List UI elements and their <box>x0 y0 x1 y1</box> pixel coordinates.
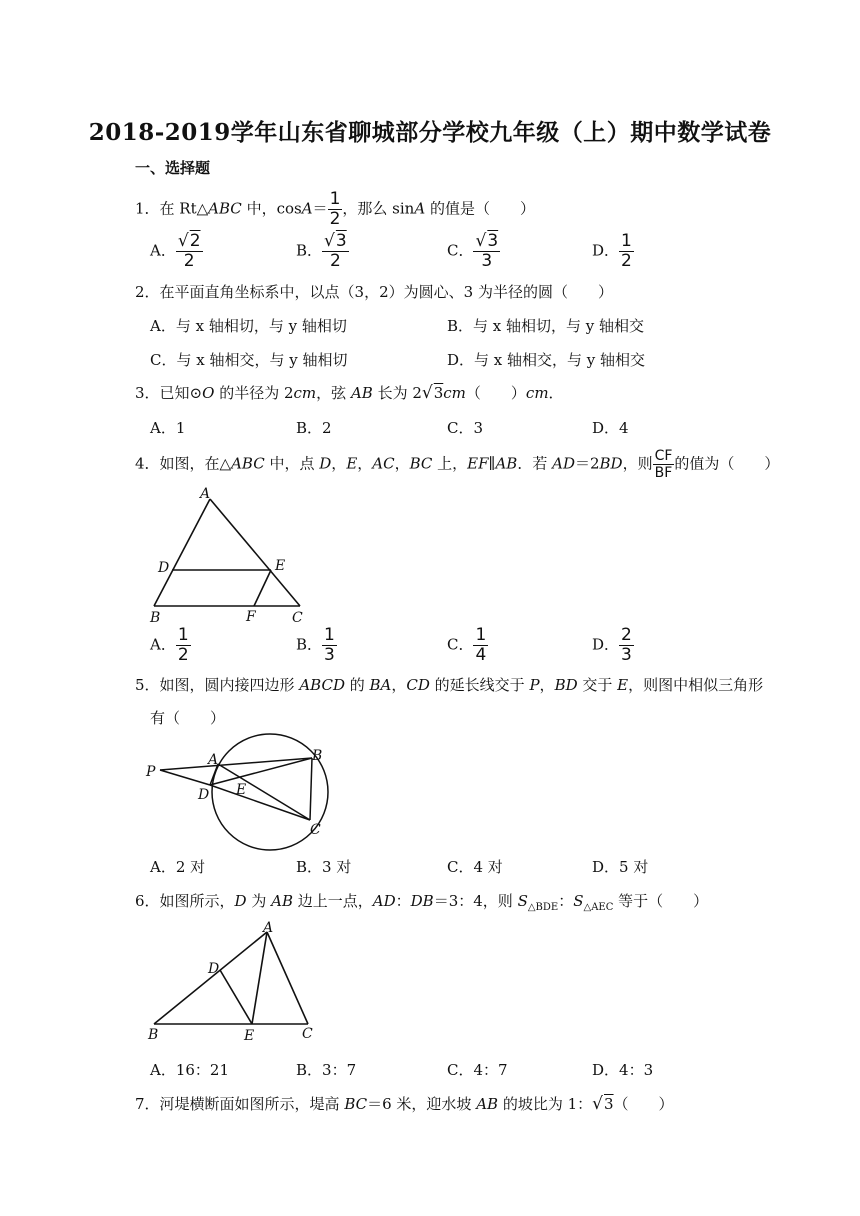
page-title: 2018-2019学年山东省聊城部分学校九年级（上）期中数学试卷 <box>88 119 772 146</box>
fraction: $\frac{1}{3}$ <box>324 625 335 665</box>
q1-option-a: A． $\frac{√2}{2}$ <box>150 231 201 271</box>
q3-option-d: D．4 <box>592 419 629 437</box>
q5-option-d: D．5 对 <box>592 858 649 876</box>
label-a: A <box>200 486 211 502</box>
label-c: C <box>292 610 303 626</box>
question-7-stem: 7．河堤横断面如图所示，堤高 BC＝6 米，迎水坡 AB 的坡比为 1：√3（ ） <box>135 1094 674 1114</box>
q3-option-a: A．1 <box>150 419 186 437</box>
q6-option-d: D．4：3 <box>592 1061 654 1079</box>
q2-option-a: A．与 x 轴相切，与 y 轴相切 <box>150 317 347 335</box>
question-4-stem: 4．如图，在△ABC 中，点 D，E，AC，BC 上，EF∥AB．若 AD＝2BD，则 $\frac{CF}{BF}$ 的值为（ ） <box>135 448 780 481</box>
q4-option-c: C． $\frac{1}{4}$ <box>447 625 487 665</box>
q5-circle-figure <box>140 732 340 862</box>
question-2-stem: 2．在平面直角坐标系中，以点（3，2）为圆心、3 为半径的圆（ ） <box>135 283 613 301</box>
q3-option-c: C．3 <box>447 419 484 437</box>
segment-ef <box>254 570 271 606</box>
question-6-stem: 6．如图所示，D 为 AB 边上一点，AD：DB＝3：4，则 $S_{\triangle BDE}$：$S_{\triangle AEC}$ 等于（ ） <box>135 892 709 913</box>
segment-ae <box>252 932 267 1024</box>
label-d: D <box>158 560 170 576</box>
segment-ab <box>154 499 210 606</box>
segment-ac <box>210 499 300 606</box>
segment-ab <box>154 932 267 1024</box>
fraction: $\frac{CF}{BF}$ <box>654 448 673 481</box>
q1-option-b: B． $\frac{√3}{2}$ <box>296 231 347 271</box>
label-a: A <box>263 920 274 936</box>
segment-pd <box>160 770 210 785</box>
label-f: F <box>246 609 256 625</box>
sqrt-fraction: $\frac{√3}{2}$ <box>324 231 347 271</box>
sqrt-fraction: $\frac{√2}{2}$ <box>177 231 201 271</box>
segment-bc <box>310 758 312 820</box>
q6-option-a: A．16：21 <box>150 1061 230 1079</box>
q2-option-b: B．与 x 轴相切，与 y 轴相交 <box>447 317 645 335</box>
q4-option-a: A． $\frac{1}{2}$ <box>150 625 189 665</box>
q2-option-c: C．与 x 轴相交，与 y 轴相切 <box>150 351 348 369</box>
label-b: B <box>312 748 323 764</box>
label-e: E <box>275 558 286 574</box>
label-p: P <box>146 764 156 780</box>
sqrt-fraction: $\frac{√3}{3}$ <box>475 231 499 271</box>
q6-option-c: C．4：7 <box>447 1061 508 1079</box>
q6-triangle-figure <box>140 918 330 1050</box>
q4-option-d: D． $\frac{2}{3}$ <box>592 625 632 665</box>
question-5-stem: 5．如图，圆内接四边形 ABCD 的 BA，CD 的延长线交于 P，BD 交于 E，则图中相似三角形 <box>135 676 764 694</box>
label-d: D <box>208 961 220 977</box>
q3-option-b: B．2 <box>296 419 332 437</box>
label-e: E <box>244 1028 255 1044</box>
label-b: B <box>150 610 161 626</box>
q4-triangle-figure <box>140 484 330 626</box>
question-3-stem: 3．已知⊙O 的半径为 2cm，弦 AB 长为 2√3cm（ ）cm． <box>135 383 564 403</box>
q1-option-c: C． $\frac{√3}{3}$ <box>447 231 499 271</box>
fraction: $\frac{1}{2}$ <box>621 231 632 271</box>
label-c: C <box>310 822 321 838</box>
q5-option-b: B．3 对 <box>296 858 352 876</box>
label-d: D <box>198 787 210 803</box>
segment-de <box>220 970 252 1024</box>
section-heading: 一、选择题 <box>135 159 211 177</box>
q6-option-b: B．3：7 <box>296 1061 357 1079</box>
question-5-stem-cont: 有（ ） <box>150 709 226 727</box>
label-a: A <box>208 752 219 768</box>
label-b: B <box>148 1027 159 1043</box>
q5-option-a: A．2 对 <box>150 858 206 876</box>
segment-ac <box>267 932 308 1024</box>
q2-option-d: D．与 x 轴相交，与 y 轴相交 <box>447 351 646 369</box>
fraction: $\frac{2}{3}$ <box>621 625 632 665</box>
question-1-stem: 1．在 Rt△ABC 中，cosA＝ $\frac{1}{2}$ ，那么 sinA 的值是（ ） <box>135 189 535 229</box>
label-e: E <box>236 782 247 798</box>
fraction: $\frac{1}{2}$ <box>177 625 189 665</box>
q5-option-c: C．4 对 <box>447 858 503 876</box>
q4-option-b: B． $\frac{1}{3}$ <box>296 625 335 665</box>
label-c: C <box>302 1026 313 1042</box>
q1-option-d: D． $\frac{1}{2}$ <box>592 231 632 271</box>
fraction: $\frac{1}{2}$ <box>329 189 341 229</box>
fraction: $\frac{1}{4}$ <box>475 625 487 665</box>
